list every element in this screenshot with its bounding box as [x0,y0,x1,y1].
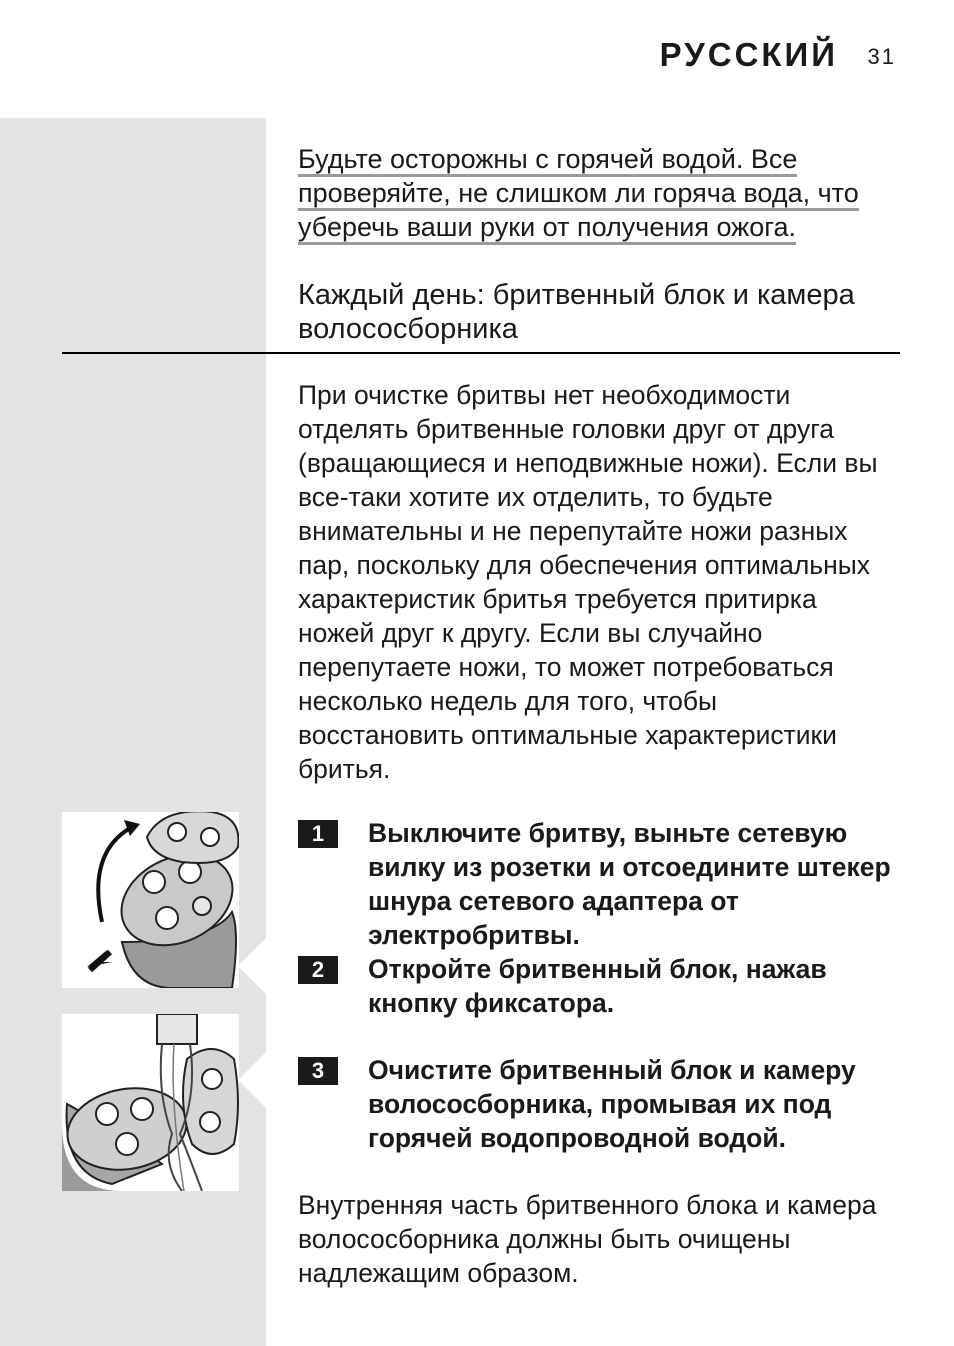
section-divider [62,352,900,354]
warning-line: Будьте осторожны с горячей водой. Все [298,144,797,177]
shaver-open-illustration [62,812,239,988]
language-title: РУССКИЙ [659,36,838,73]
warning-line: уберечь ваши руки от получения ожога. [298,212,796,245]
warning-text [298,142,898,244]
section-heading: Каждый день: бритвенный блок и камера волососборника [298,279,855,345]
intro-paragraph: При очистке бритвы нет необходимости отделять бритвенные головки друг от друга (вращающиеся и неподвижные ножи). Если вы все-таки хотите их отделить, то будьте внимательны и не перепутайте ножи разных пар, поскольку для обеспечения оптимальных характеристик бритья требуется притирка ножей друг к другу. Если вы случайно перепутаете ножи, то может потребоваться несколько недель для того, чтобы восстановить оптимальные характеристики бритья. [298,380,878,784]
step-text: Откройте бритвенный блок, нажав кнопку фиксатора. [368,954,827,1018]
step-text: Выключите бритву, выньте сетевую вилку из розетки и отсоедините штекер шнура сетевого адаптера от электробритвы. [368,818,891,950]
warning-line: проверяйте, не слишком ли горяча вода, что [298,178,859,211]
step-number: 1 [298,820,338,848]
figure-pointer [238,938,266,994]
page-number: 31 [867,44,896,69]
step-number: 2 [298,956,338,984]
final-paragraph: Внутренняя часть бритвенного блока и камера волососборника должны быть очищены надлежащим образом. [298,1190,877,1288]
step-number: 3 [298,1057,338,1085]
step-text: Очистите бритвенный блок и камеру волососборника, промывая их под горячей водопроводной водой. [368,1055,856,1153]
rinsing-drawing [62,1014,239,1191]
shaver-open-drawing [62,812,239,988]
rinsing-illustration [62,1014,239,1191]
figure-pointer [238,1052,266,1108]
